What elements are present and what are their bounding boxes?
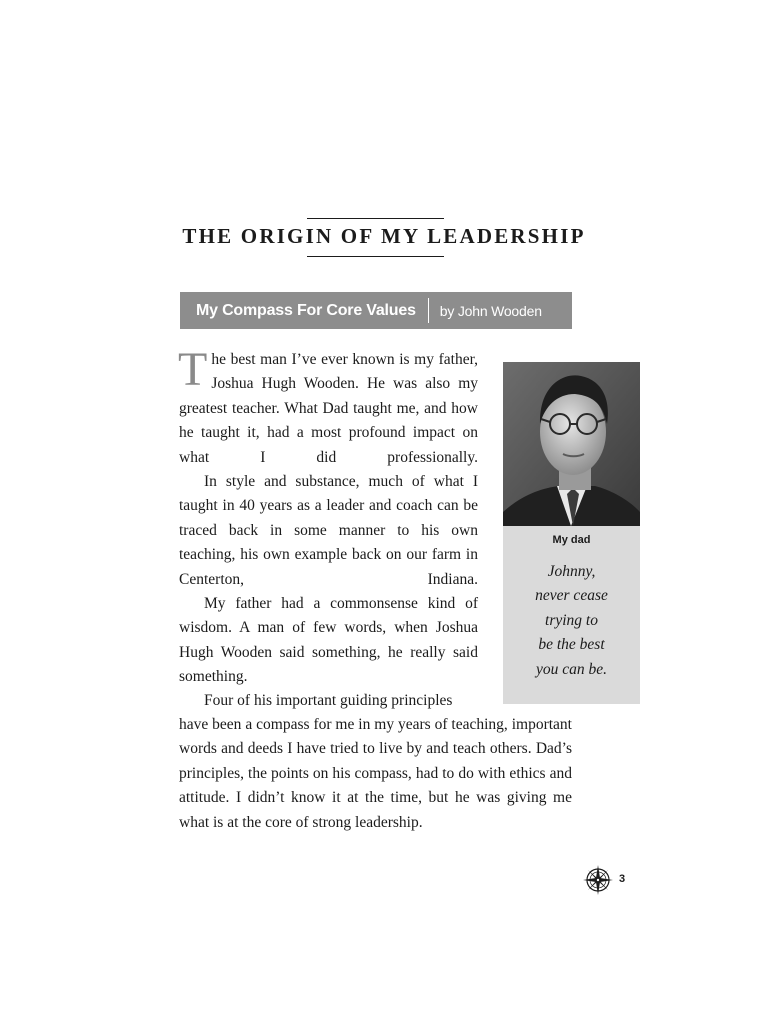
photo-caption: My dad — [552, 534, 591, 546]
title-rule-bottom — [307, 256, 444, 257]
chapter-title: THE ORIGIN OF MY LEADERSHIP — [182, 224, 586, 248]
article-byline: by John Wooden — [439, 302, 542, 319]
quote-line: never cease — [535, 587, 608, 605]
body-paragraph-3: My father had a commonsense kind of wisdom. A man of few words, when Joshua Hugh Wooden said something, he really said something. — [179, 595, 478, 686]
page-number: 3 — [619, 873, 626, 885]
article-banner — [180, 292, 572, 329]
drop-cap: T — [178, 343, 208, 396]
body-paragraph-2: In style and substance, much of what I taught in 40 years as a leader and coach can be traced back in some manner to his own teaching, his own example back on our farm in Centerton, Indiana. — [179, 473, 478, 588]
sidebar-quote-box — [503, 362, 640, 704]
quote-line: Johnny, — [547, 563, 596, 580]
quote-line: trying to — [545, 611, 598, 629]
pull-quote — [503, 560, 640, 682]
quote-line: be the best — [538, 636, 605, 654]
title-rule-top — [307, 218, 444, 219]
portrait-photo — [503, 362, 640, 526]
banner-divider — [428, 298, 429, 323]
compass-rose-icon — [582, 864, 614, 896]
paragraph-1-text: he best man I’ve ever known is my father, Joshua Hugh Wooden. He was also my greatest teacher. What Dad taught me, and how he taught it, had a most profound impact on what I did professionally. — [179, 351, 478, 466]
article-title: My Compass For Core Values — [196, 301, 416, 319]
body-paragraph-1 — [178, 343, 478, 470]
body-paragraph-4-first-line: Four of his important guiding principles — [204, 692, 453, 709]
body-paragraph-4-rest: have been a compass for me in my years of teaching, important words and deeds I have tried to live by and teach others. Dad’s principles, the points on his compass, had to do with ethics and attitude. I didn’t know it at the time, but he was giving me what is at the core of strong leadership. — [179, 716, 572, 831]
quote-line: you can be. — [535, 660, 607, 678]
